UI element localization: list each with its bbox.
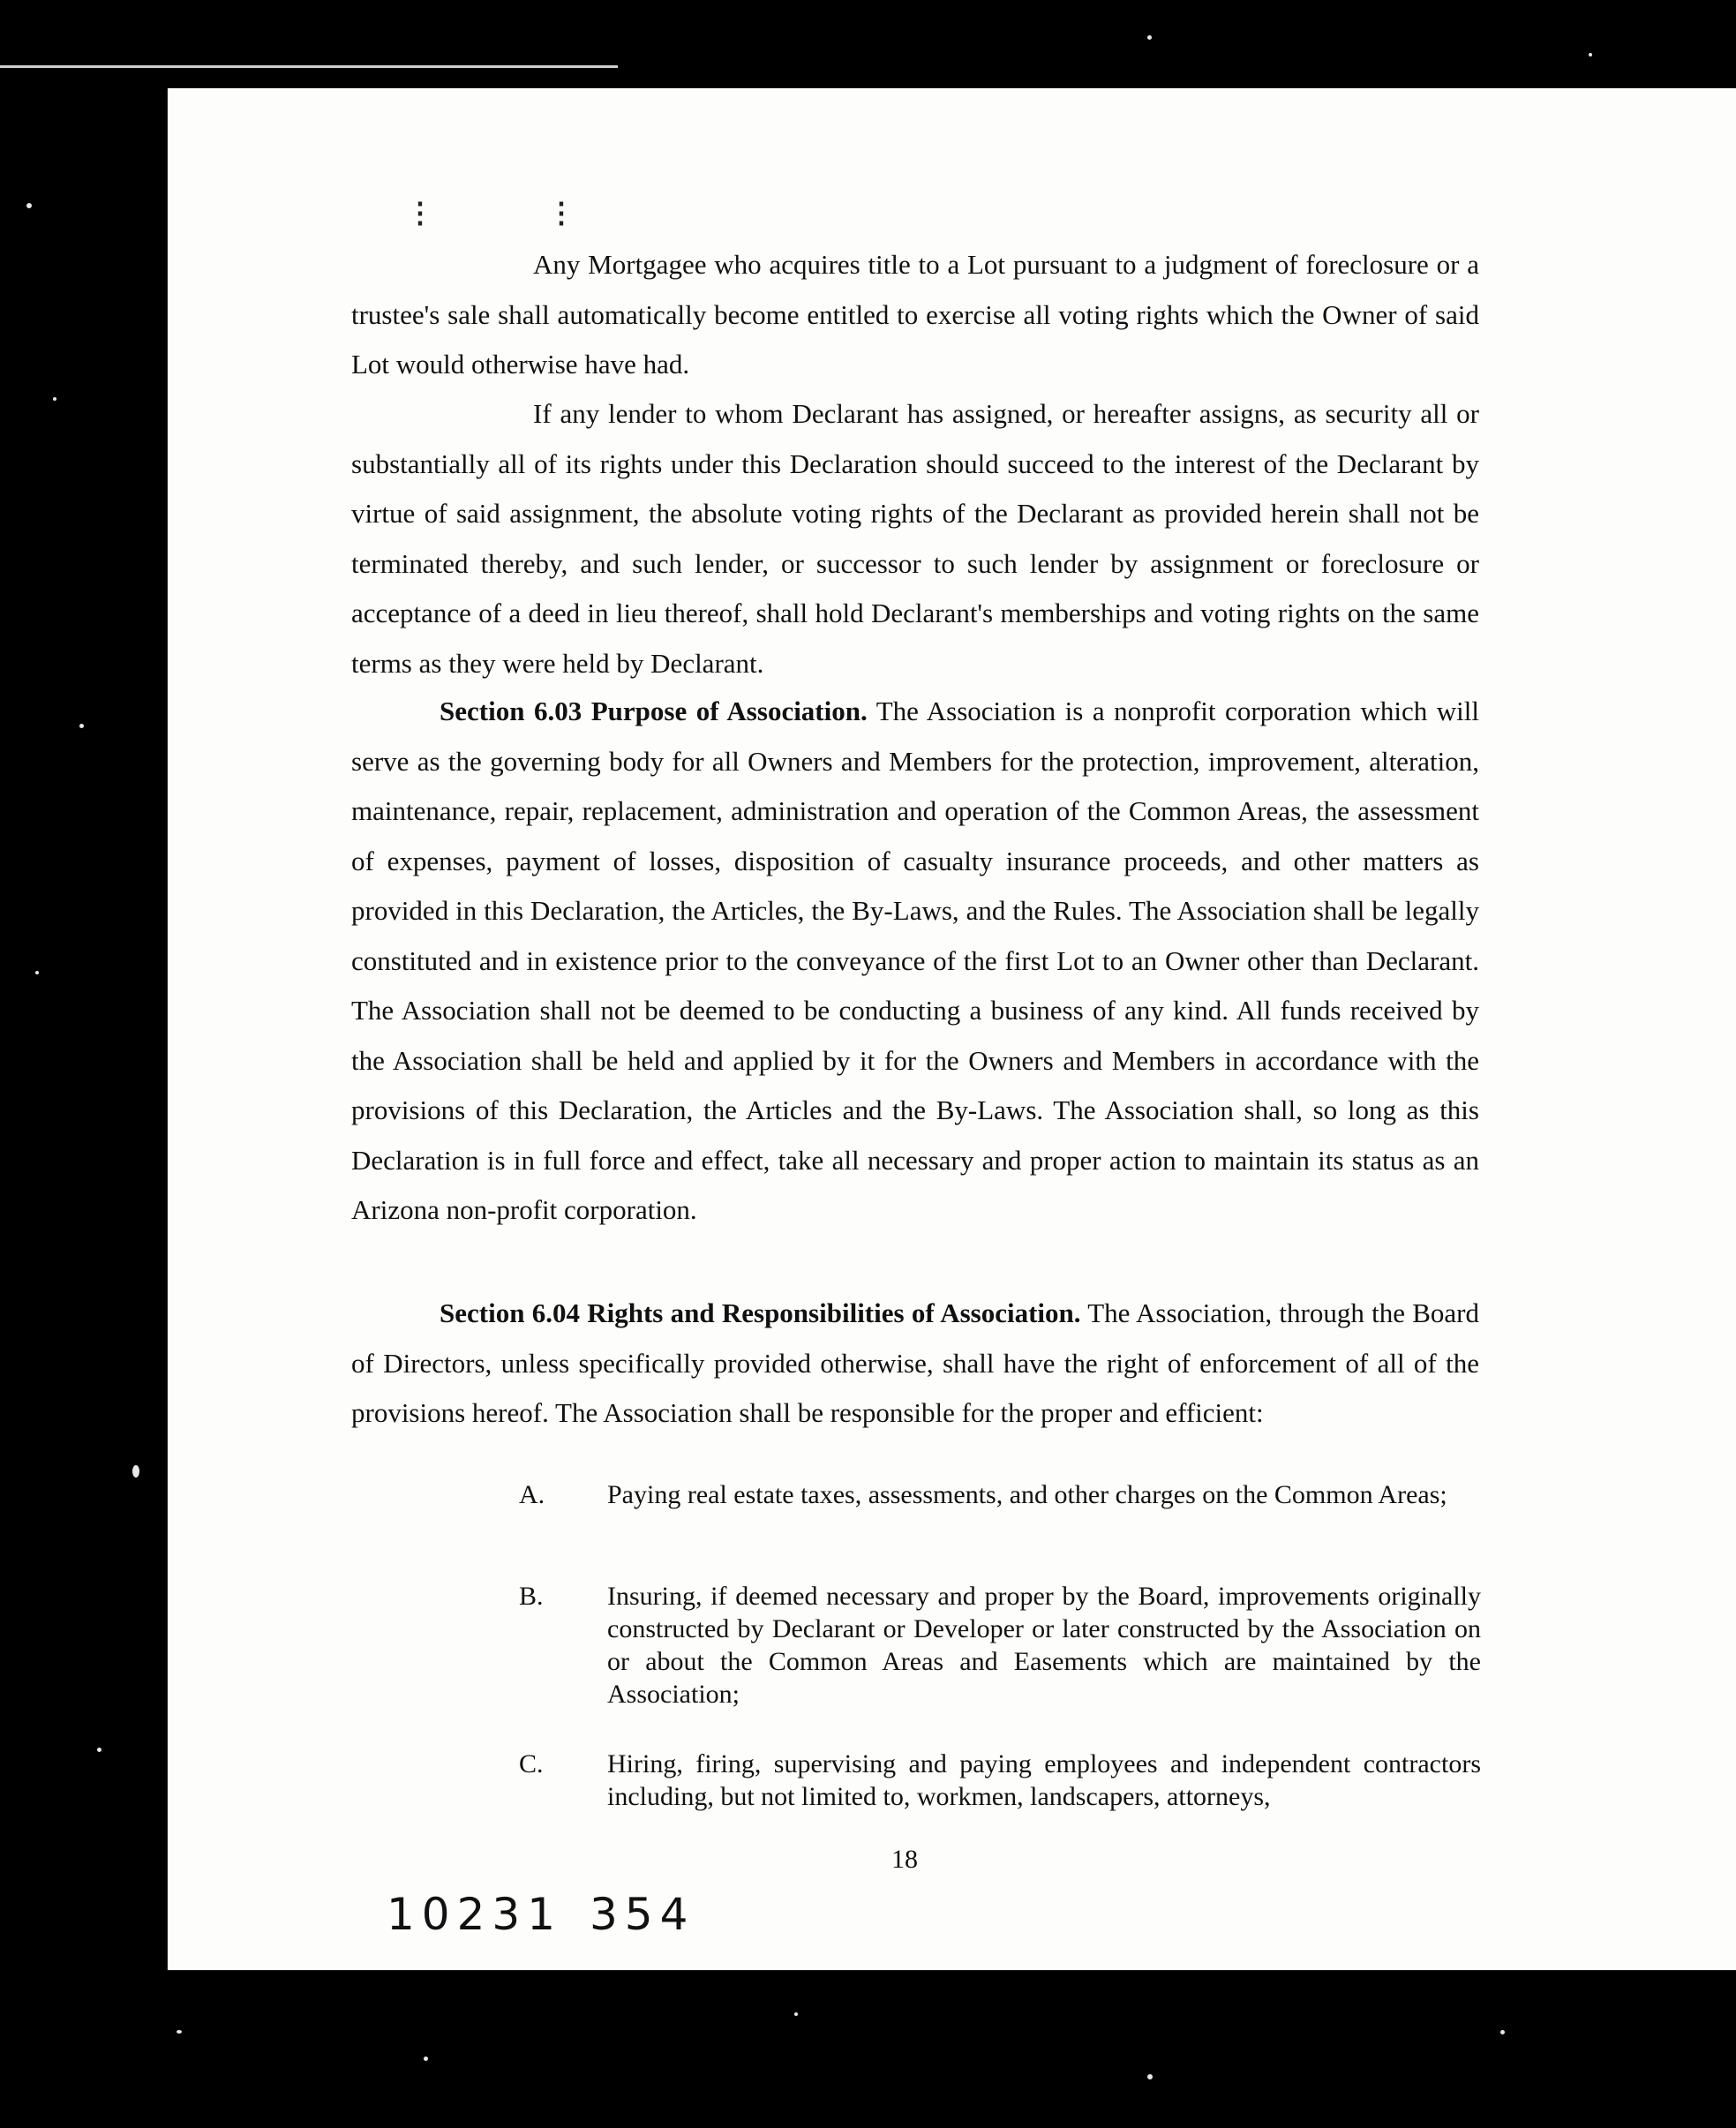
list-item-text: Insuring, if deemed necessary and proper by the Board, improvements originally constructed by Declarant or Developer or later constructed by the Association on or about the Common Areas and Easements which are maintained by the Association; xyxy=(607,1582,1481,1709)
section-6-03-heading: Section 6.03 Purpose of Association. xyxy=(440,696,868,726)
scan-speck xyxy=(1147,35,1152,40)
scan-speck xyxy=(35,971,39,974)
paragraph-mortgagee-voting: Any Mortgagee who acquires title to a Lot pursuant to a judgment of foreclosure or a trustee's sale shall automatically become entitled to exercise all voting rights which the Owner of said Lot would otherwise have had. xyxy=(351,249,1479,380)
section-6-03 xyxy=(351,687,1479,1236)
list-item-letter: A. xyxy=(519,1480,545,1509)
list-item xyxy=(519,1748,1481,1813)
scan-speck xyxy=(79,724,84,728)
list-item-letter: B. xyxy=(519,1582,544,1611)
scan-speck xyxy=(1500,2030,1505,2034)
page-marks: ⋮ ⋮ xyxy=(406,197,628,229)
paragraph-lender-assignment: If any lender to whom Declarant has assigned, or hereafter assigns, as security all or substantially all of its rights under this Declaration should succeed to the interest of the Declarant by virtue of said assignment, the absolute voting rights of the Declarant as provided herein shall not be terminated thereby, and such lender, or successor to such lender by assignment or foreclosure or acceptance of a deed in lieu thereof, shall hold Declarant's memberships and voting rights on the same terms as they were held by Declarant. xyxy=(351,398,1479,679)
scan-speck xyxy=(53,397,56,401)
scan-speck xyxy=(177,2030,182,2034)
section-6-04-heading: Section 6.04 Rights and Responsibilities of Association. xyxy=(440,1297,1081,1328)
scan-speck xyxy=(424,2057,428,2061)
section-6-04 xyxy=(351,1289,1479,1439)
section-6-03-body: The Association is a nonprofit corporation which will serve as the governing body for all Owners and Members for the protection, improvement, alteration, maintenance, repair, replacement, administration and operation of the Common Areas, the assessment of expenses, payment of losses, disposition of casualty insurance proceeds, and other matters as provided in this Declaration, the Articles, the By-Laws, and the Rules. The Association shall be legally constituted and in existence prior to the conveyance of the first Lot to an Owner other than Declarant. The Association shall not be deemed to be conducting a business of any kind. All funds received by the Association shall be held and applied by it for the Owners and Members in accordance with the provisions of this Declaration, the Articles and the By-Laws. The Association shall, so long as this Declaration is in full force and effect, take all necessary and proper action to maintain its status as an Arizona non-profit corporation. xyxy=(351,696,1479,1225)
list-item-letter: C. xyxy=(519,1749,544,1778)
list-item xyxy=(519,1478,1481,1511)
scan-speck xyxy=(26,203,32,208)
recording-stamp-docket: 10231 xyxy=(387,1889,563,1940)
recording-stamp-page: 354 xyxy=(590,1889,695,1940)
list-item-text: Hiring, firing, supervising and paying employees and independent contractors including, but not limited to, workmen, landscapers, attorneys, xyxy=(607,1749,1481,1811)
scan-edge-line xyxy=(0,65,618,68)
scan-speck xyxy=(1147,2074,1153,2079)
scan-speck xyxy=(1589,53,1592,56)
scan-speck xyxy=(132,1465,139,1478)
list-item xyxy=(519,1580,1481,1711)
section-6-04-body: The Association, through the Board of Directors, unless specifically provided otherwise, shall have the right of enforcement of all of the provisions hereof. The Association shall be responsible for the proper and efficient: xyxy=(351,1297,1479,1428)
scan-speck xyxy=(794,2012,798,2016)
page-number: 18 xyxy=(891,1845,918,1874)
scan-speck xyxy=(97,1748,101,1752)
list-item-text: Paying real estate taxes, assessments, and other charges on the Common Areas; xyxy=(607,1480,1447,1509)
